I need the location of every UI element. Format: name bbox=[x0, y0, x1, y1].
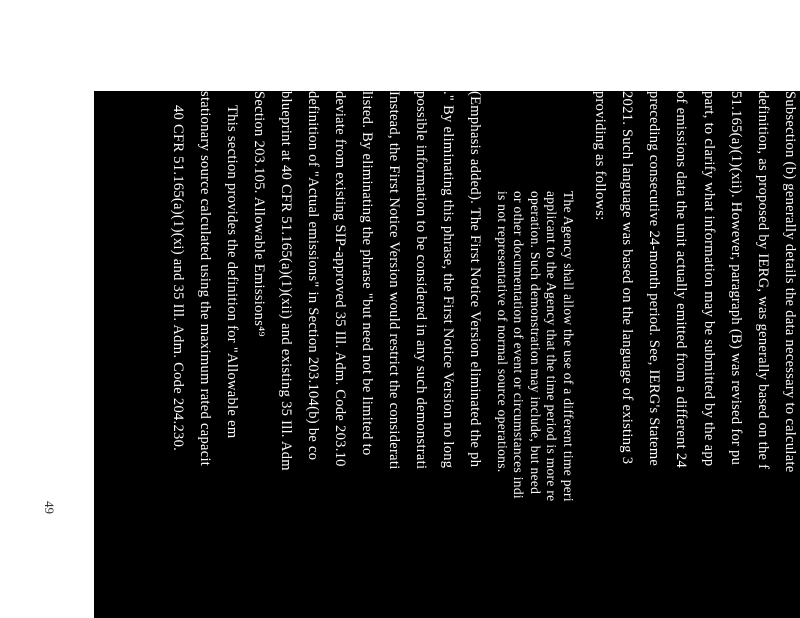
text-line: definition of "Actual emissions" in Section 203.104(b) be co bbox=[305, 91, 321, 461]
text-line: applicant to the Agency that the time period is more re bbox=[544, 191, 559, 502]
text-line: Subsection (b) generally details the data necessary to calculate bbox=[782, 91, 798, 473]
text-line: operation. Such demonstration may include, but need bbox=[528, 191, 543, 495]
text-line: or other documentation of event or circumstances indi bbox=[511, 191, 526, 499]
text-line: is not representative of normal source operations. bbox=[495, 191, 510, 473]
text-line: listed. By eliminating the phrase "but need not be limited to bbox=[359, 91, 375, 456]
text-line: This section provides the definition for "Allowable em bbox=[224, 105, 240, 439]
text-line: possible information to be considered in any such demonstrati bbox=[413, 91, 429, 470]
document-page bbox=[94, 91, 800, 618]
text-line: deviate from existing SIP-approved 35 Ill. Adm. Code 203.10 bbox=[332, 91, 348, 467]
text-line: preceding consecutive 24-month period. See, IERG's Stateme bbox=[646, 91, 662, 467]
text-line: providing as follows: bbox=[592, 91, 608, 221]
text-line: part, to clarify what information may be submitted by the app bbox=[701, 91, 717, 467]
text-line: stationary source calculated using the maximum rated capacit bbox=[197, 91, 213, 467]
text-line: ." By eliminating this phrase, the First Notice Version no long bbox=[440, 91, 456, 469]
rotated-text-body bbox=[94, 91, 800, 618]
text-line: definition, as proposed by IERG, was generally based on the f bbox=[755, 91, 771, 470]
text-line: (Emphasis added). The First Notice Version eliminated the ph bbox=[467, 91, 483, 468]
text-line: of emissions data the unit actually emitted from a different 24 bbox=[673, 91, 689, 469]
text-line: The Agency shall allow the use of a different time peri bbox=[561, 191, 576, 502]
text-line: 2021. Such language was based on the language of existing 3 bbox=[619, 91, 635, 465]
text-line: Section 203.105. Allowable Emissions⁴⁹ bbox=[251, 91, 267, 337]
text-line: 51.165(a)(1)(xii). However, paragraph (B) was revised for pu bbox=[728, 91, 744, 466]
text-line: blueprint at 40 CFR 51.165(a)(1)(xii) and existing 35 Ill. Adm bbox=[278, 91, 294, 471]
page-number: 49 bbox=[42, 501, 57, 514]
text-line: Instead, the First Notice Version would restrict the considerati bbox=[386, 91, 402, 470]
text-line: 40 CFR 51.165(a)(1)(xi) and 35 Ill. Adm. Code 204.230. bbox=[170, 105, 186, 452]
